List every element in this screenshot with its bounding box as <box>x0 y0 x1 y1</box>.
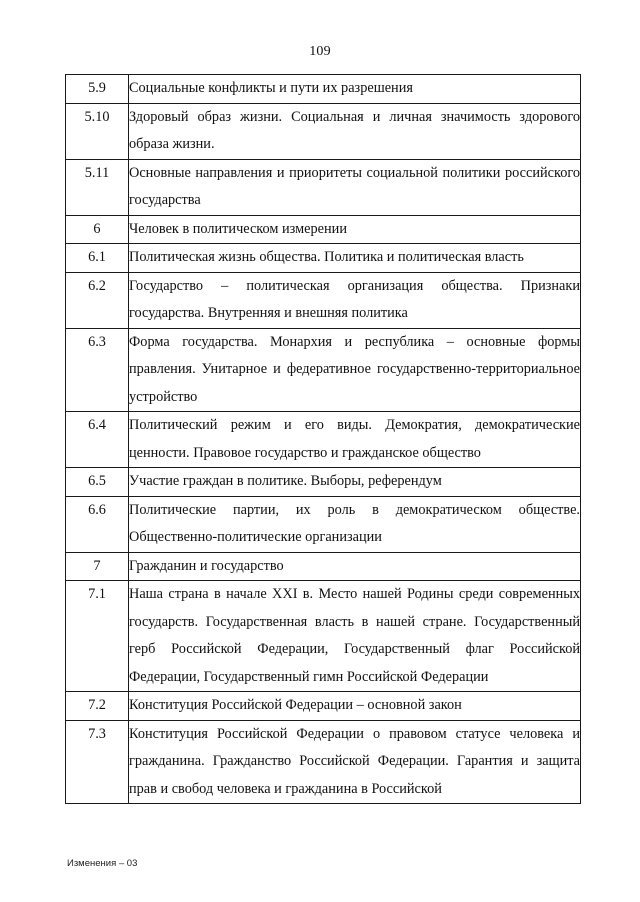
topic-number: 6.6 <box>66 496 129 552</box>
table-row <box>66 692 581 721</box>
footer-revision-note: Изменения – 03 <box>67 858 138 869</box>
topic-title: Политическая жизнь общества. Политика и политическая власть <box>129 244 581 273</box>
topic-title: Политический режим и его виды. Демократия, демократические ценности. Правовое государство и гражданское общество <box>129 412 581 468</box>
page-number: 109 <box>309 44 331 59</box>
topic-number: 6.1 <box>66 244 129 273</box>
table-row <box>66 468 581 497</box>
curriculum-table <box>65 74 581 804</box>
topic-number: 6.4 <box>66 412 129 468</box>
topic-number: 7.1 <box>66 581 129 692</box>
topic-number: 6.2 <box>66 272 129 328</box>
table-row <box>66 272 581 328</box>
topic-title: Здоровый образ жизни. Социальная и личная значимость здорового образа жизни. <box>129 103 581 159</box>
table-row <box>66 215 581 244</box>
table-row <box>66 103 581 159</box>
curriculum-table-container <box>65 74 581 826</box>
topic-title: Конституция Российской Федерации о правовом статусе человека и гражданина. Гражданство Российской Федерации. Гарантия и защита прав и свобод человека и гражданина в Российской <box>129 720 581 804</box>
topic-number: 6.3 <box>66 328 129 412</box>
table-row <box>66 552 581 581</box>
topic-title: Форма государства. Монархия и республика – основные формы правления. Унитарное и федеративное государственно-территориальное устройство <box>129 328 581 412</box>
topic-number: 5.9 <box>66 75 129 104</box>
topic-title: Гражданин и государство <box>129 552 581 581</box>
topic-title: Основные направления и приоритеты социальной политики российского государства <box>129 159 581 215</box>
topic-title: Государство – политическая организация общества. Признаки государства. Внутренняя и внешняя политика <box>129 272 581 328</box>
table-row <box>66 244 581 273</box>
topic-number: 5.11 <box>66 159 129 215</box>
table-row <box>66 720 581 804</box>
topic-number: 7.2 <box>66 692 129 721</box>
topic-number: 7.3 <box>66 720 129 804</box>
topic-number: 7 <box>66 552 129 581</box>
topic-number: 5.10 <box>66 103 129 159</box>
topic-number: 6.5 <box>66 468 129 497</box>
table-row <box>66 328 581 412</box>
topic-number: 6 <box>66 215 129 244</box>
table-row <box>66 496 581 552</box>
topic-title: Наша страна в начале XXI в. Место нашей Родины среди современных государств. Государственная власть в нашей стране. Государственный герб Российской Федерации, Государственный флаг Российской Федерации, Государственный гимн Российской Федерации <box>129 581 581 692</box>
topic-title: Человек в политическом измерении <box>129 215 581 244</box>
table-row <box>66 75 581 104</box>
table-row <box>66 412 581 468</box>
topic-title: Конституция Российской Федерации – основной закон <box>129 692 581 721</box>
table-row <box>66 159 581 215</box>
curriculum-table-body <box>66 75 581 804</box>
topic-title: Политические партии, их роль в демократическом обществе. Общественно-политические организации <box>129 496 581 552</box>
topic-title: Социальные конфликты и пути их разрешения <box>129 75 581 104</box>
table-row <box>66 581 581 692</box>
topic-title: Участие граждан в политике. Выборы, референдум <box>129 468 581 497</box>
